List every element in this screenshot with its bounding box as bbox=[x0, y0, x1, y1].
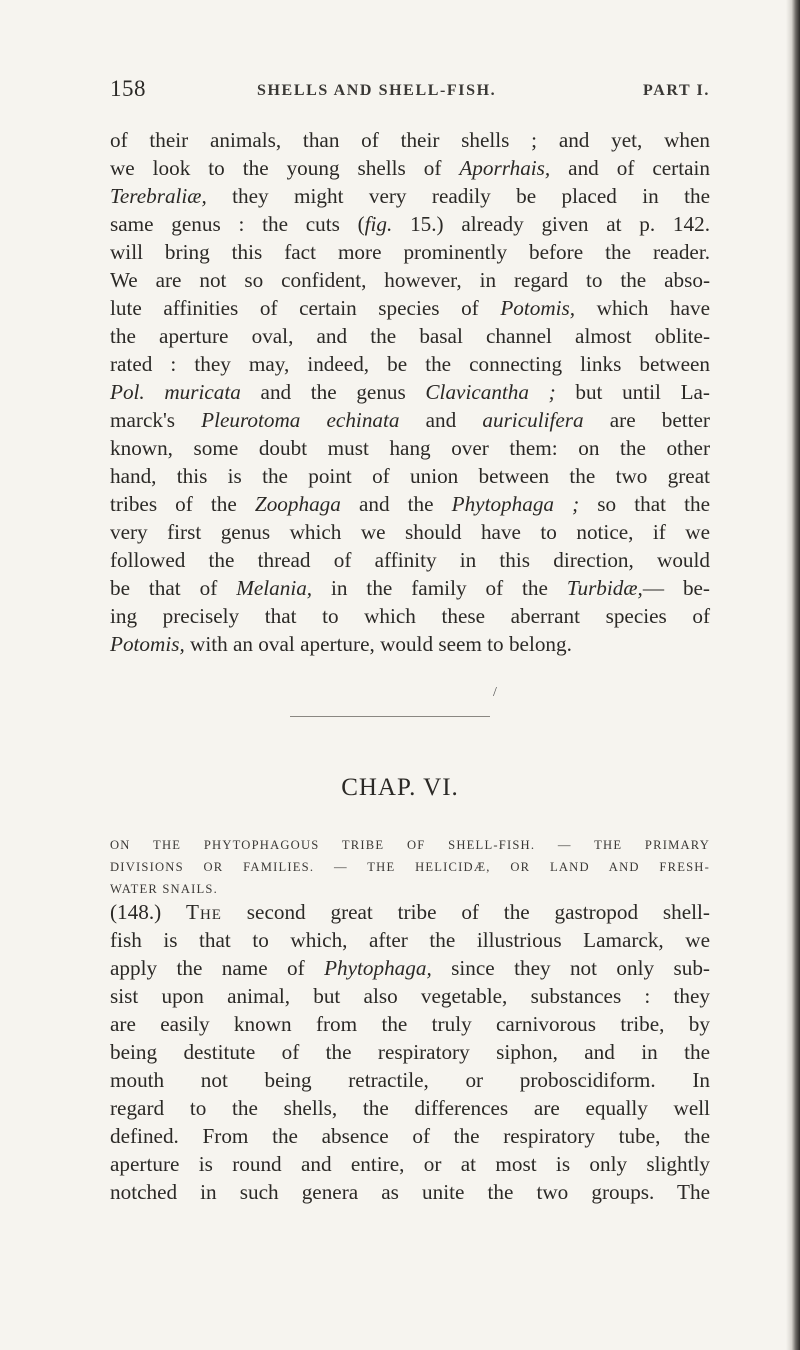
family-name: Turbidæ, bbox=[566, 576, 643, 600]
text-line: the aperture oval, and the basal channel almost oblite- bbox=[110, 324, 710, 348]
text-line: mouth not being retractile, or proboscidiform. In bbox=[110, 1068, 710, 1092]
chapter-summary bbox=[110, 834, 710, 900]
text-line: fish is that to which, after the illustrious Lamarck, we bbox=[110, 928, 710, 952]
summary-line: DIVISIONS OR FAMILIES. — THE HELICIDÆ, OR LAND AND FRESH- bbox=[110, 860, 710, 874]
text-line: We are not so confident, however, in regard to the abso- bbox=[110, 268, 710, 292]
text-line: be that of Melania, in the family of the Turbidæ,— be- bbox=[110, 576, 710, 600]
genus-name: Melania, bbox=[236, 576, 313, 600]
part-label: PART I. bbox=[643, 82, 710, 99]
text-line: we look to the young shells of Aporrhais, and of certain bbox=[110, 156, 710, 180]
species-name: Pleurotoma echinata bbox=[201, 408, 400, 432]
text-line: hand, this is the point of union between the two great bbox=[110, 464, 710, 488]
text-line: known, some doubt must hang over them: on the other bbox=[110, 436, 710, 460]
running-head: SHELLS AND SHELL-FISH. bbox=[257, 82, 497, 99]
text-line: Pol. muricata and the genus Clavicantha ; but until La- bbox=[110, 380, 710, 404]
text-line: Potomis, with an oval aperture, would seem to belong. bbox=[110, 632, 572, 656]
text-line: followed the thread of affinity in this direction, would bbox=[110, 548, 710, 572]
genus-name: Terebraliæ, bbox=[110, 184, 207, 208]
text-line: ing precisely that to which these aberrant species of bbox=[110, 604, 710, 628]
text-line: will bring this fact more prominently before the reader. bbox=[110, 240, 710, 264]
genus-name: Potomis, bbox=[110, 632, 185, 656]
summary-line: WATER SNAILS. bbox=[110, 882, 218, 896]
text-line: sist upon animal, but also vegetable, substances : they bbox=[110, 984, 710, 1008]
chapter-title: CHAP. VI. bbox=[341, 774, 459, 801]
text-line: being destitute of the respiratory siphon, and in the bbox=[110, 1040, 710, 1064]
text-line: apply the name of Phytophaga, since they not only sub- bbox=[110, 956, 710, 980]
text-line: Terebraliæ, they might very readily be placed in the bbox=[110, 184, 710, 208]
text-line: defined. From the absence of the respiratory tube, the bbox=[110, 1124, 710, 1148]
text-line: (148.) The second great tribe of the gastropod shell- bbox=[110, 900, 710, 924]
figure-ref: fig. bbox=[364, 212, 393, 236]
text-line: lute affinities of certain species of Potomis, which have bbox=[110, 296, 711, 320]
tribe-name: Phytophaga, bbox=[324, 956, 432, 980]
genus-name: Potomis, bbox=[500, 296, 576, 320]
ink-mark: / bbox=[493, 685, 497, 700]
small-caps-word: The bbox=[186, 900, 222, 924]
text-line: rated : they may, indeed, be the connecting links between bbox=[110, 352, 710, 376]
tribe-name: Zoophaga bbox=[254, 492, 341, 516]
text-line: of their animals, than of their shells ; and yet, when bbox=[110, 128, 710, 152]
paragraph-1 bbox=[110, 126, 710, 658]
text-line: regard to the shells, the differences are equally well bbox=[110, 1096, 710, 1120]
text-line: aperture is round and entire, or at most is only slightly bbox=[110, 1152, 710, 1176]
page-edge-shadow bbox=[786, 0, 800, 1350]
section-rule bbox=[290, 716, 490, 717]
genus-name: Clavicantha ; bbox=[425, 380, 556, 404]
species-name: Pol. muricata bbox=[110, 380, 241, 404]
text-line: very first genus which we should have to notice, if we bbox=[110, 520, 710, 544]
page-header bbox=[110, 76, 710, 106]
text-line: are easily known from the truly carnivorous tribe, by bbox=[110, 1012, 710, 1036]
tribe-name: Phytophaga ; bbox=[451, 492, 580, 516]
page-number: 158 bbox=[110, 76, 146, 101]
text-line: marck's Pleurotoma echinata and auriculifera are better bbox=[110, 408, 710, 432]
text-line: notched in such genera as unite the two groups. The bbox=[110, 1180, 710, 1204]
text-line: same genus : the cuts (fig. 15.) already given at p. 142. bbox=[110, 212, 711, 236]
summary-line: ON THE PHYTOPHAGOUS TRIBE OF SHELL-FISH. — THE PRIMARY bbox=[110, 838, 710, 852]
section-number: (148.) bbox=[110, 900, 187, 924]
paragraph-2 bbox=[110, 898, 710, 1206]
text-line: tribes of the Zoophaga and the Phytophaga ; so that the bbox=[110, 492, 710, 516]
genus-name: Aporrhais, bbox=[459, 156, 551, 180]
species-name: auriculifera bbox=[482, 408, 584, 432]
